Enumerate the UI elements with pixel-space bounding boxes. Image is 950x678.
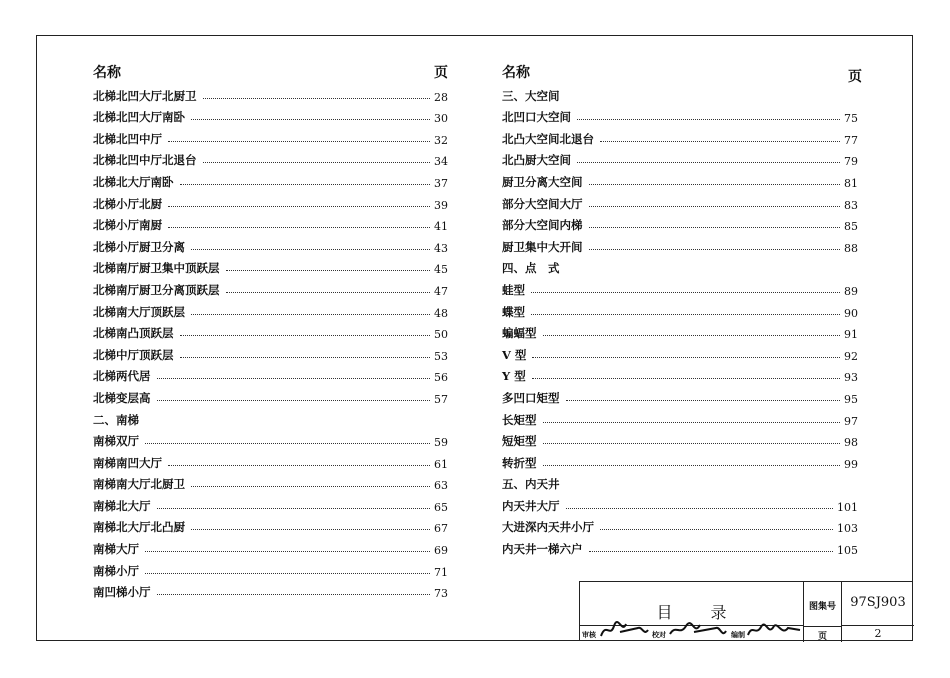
toc-entry [93, 147, 448, 169]
toc-entry-name: 北梯南凸顶跃层 [93, 326, 174, 341]
dot-leader [543, 443, 841, 444]
atlas-label: 图集号 [808, 602, 836, 612]
toc-entry-name: 部分大空间内梯 [502, 218, 583, 233]
toc-entry-name: 蝶型 [502, 304, 525, 319]
toc-entry-name: 厨卫集中大开间 [502, 239, 583, 254]
toc-entry [502, 125, 858, 147]
toc-entry-name: 大进深内天井小厅 [502, 520, 594, 535]
toc-entry-page: 57 [434, 392, 448, 406]
toc-entry-page: 59 [434, 436, 448, 450]
toc-entry [502, 384, 858, 406]
check-label: 校对 [652, 630, 666, 639]
toc-entry-page: 79 [844, 155, 858, 169]
toc-entry [93, 233, 448, 255]
toc-entry-page: 77 [844, 133, 858, 147]
atlas-label-cell [804, 582, 842, 626]
toc-entry [93, 363, 448, 385]
toc-entry [93, 104, 448, 126]
toc-entry [93, 298, 448, 320]
toc-entry-page: 91 [844, 328, 858, 342]
toc-column-left [93, 60, 448, 600]
dot-leader [157, 508, 431, 509]
dot-leader [157, 378, 431, 379]
toc-entry-name: 长矩型 [502, 412, 537, 427]
toc-entry-name: Y 型 [502, 369, 526, 384]
toc-entry [502, 320, 858, 342]
toc-entry-page: 30 [434, 112, 448, 126]
toc-entry-name: 南梯南大厅北厨卫 [93, 477, 185, 492]
toc-entry-name: 蛙型 [502, 282, 525, 297]
review-signature [598, 616, 650, 642]
toc-entry-name: 短矩型 [502, 434, 537, 449]
dot-leader [589, 249, 841, 250]
toc-entry-name: 北梯北凹中厅 [93, 131, 162, 146]
dot-leader [600, 529, 833, 530]
dot-leader [577, 162, 840, 163]
toc-entry-name: 南梯小厅 [93, 563, 139, 578]
page-no-cell [842, 626, 914, 642]
toc-entry-name: 内天井一梯六户 [502, 542, 583, 557]
dot-leader [531, 292, 840, 293]
toc-entry-name: V 型 [502, 347, 527, 362]
check-signature [668, 616, 728, 642]
toc-entry-name: 南梯大厅 [93, 542, 139, 557]
toc-entry [93, 255, 448, 277]
toc-entry [502, 104, 858, 126]
toc-entry-name: 南梯北大厅 [93, 498, 151, 513]
dot-leader [566, 400, 841, 401]
toc-section-heading [93, 406, 448, 428]
dot-leader [180, 357, 431, 358]
toc-entry [502, 514, 858, 536]
dot-leader [577, 119, 840, 120]
toc-entry-name: 北梯北凹大厅北厨卫 [93, 88, 197, 103]
toc-entry-page: 99 [844, 457, 858, 471]
toc-entry [93, 471, 448, 493]
sheet-title: 目录 [656, 603, 765, 622]
toc-entry [93, 384, 448, 406]
atlas-number: 97SJ903 [850, 595, 906, 610]
dot-leader [543, 422, 841, 423]
dot-leader [566, 508, 834, 509]
name-header: 名称 [93, 65, 121, 81]
toc-entry-name: 北凸大空间北退台 [502, 131, 594, 146]
toc-entry-name: 南梯北大厅北凸厨 [93, 520, 185, 535]
dot-leader [191, 529, 430, 530]
toc-entry-page: 73 [434, 587, 448, 601]
dot-leader [532, 378, 840, 379]
dot-leader [531, 314, 840, 315]
toc-entry [502, 535, 858, 557]
toc-entry-name: 北梯两代居 [93, 369, 151, 384]
toc-entry [502, 449, 858, 471]
dot-leader [191, 249, 430, 250]
page-label-cell [804, 626, 842, 642]
dot-leader [543, 465, 841, 466]
dot-leader [589, 227, 841, 228]
toc-entry-name: 四、点 式 [502, 261, 560, 276]
toc-entry-page: 34 [434, 155, 448, 169]
toc-entry [502, 341, 858, 363]
toc-column-right [502, 60, 862, 558]
name-header: 名称 [502, 65, 530, 81]
toc-entry-name: 南梯南凹大厅 [93, 455, 162, 470]
toc-section-heading [502, 471, 858, 493]
toc-entry-name: 北凸厨大空间 [502, 153, 571, 168]
toc-entry-name: 厨卫分离大空间 [502, 174, 583, 189]
toc-entry-page: 69 [434, 544, 448, 558]
toc-entry [502, 428, 858, 450]
toc-entry-name: 北凹口大空间 [502, 110, 571, 125]
toc-entry [93, 579, 448, 601]
toc-entry [93, 492, 448, 514]
page-header: 页 [434, 65, 448, 81]
toc-entry-page: 28 [434, 90, 448, 104]
dot-leader [600, 141, 840, 142]
toc-entry-page: 81 [844, 176, 858, 190]
toc-entry-page: 39 [434, 198, 448, 212]
toc-entry [93, 514, 448, 536]
toc-entry-page: 45 [434, 263, 448, 277]
toc-entry [93, 82, 448, 104]
toc-section-heading [502, 255, 858, 277]
dot-leader [532, 357, 840, 358]
toc-entry [502, 492, 858, 514]
atlas-no-cell [842, 582, 914, 626]
toc-entry [93, 449, 448, 471]
dot-leader [157, 594, 431, 595]
toc-entry [93, 276, 448, 298]
toc-entry [93, 190, 448, 212]
toc-entry-name: 北梯南厅厨卫分离顶跃层 [93, 282, 220, 297]
dot-leader [145, 551, 430, 552]
toc-entry-page: 67 [434, 522, 448, 536]
toc-entry-name: 转折型 [502, 455, 537, 470]
dot-leader [180, 184, 431, 185]
toc-entry-page: 75 [844, 112, 858, 126]
toc-entry-name: 内天井大厅 [502, 498, 560, 513]
toc-entry-page: 37 [434, 176, 448, 190]
dot-leader [145, 443, 430, 444]
dot-leader [191, 486, 430, 487]
toc-entry-page: 53 [434, 349, 448, 363]
toc-entry [502, 147, 858, 169]
toc-entry [93, 535, 448, 557]
toc-entry-page: 71 [434, 565, 448, 579]
toc-entry-name: 北梯小厅厨卫分离 [93, 239, 185, 254]
dot-leader [543, 335, 841, 336]
toc-entry [93, 212, 448, 234]
signature-row [580, 626, 804, 642]
toc-entry-name: 南梯双厅 [93, 434, 139, 449]
toc-entry-name: 蝙蝠型 [502, 326, 537, 341]
dot-leader [589, 206, 841, 207]
toc-entry-page: 65 [434, 500, 448, 514]
toc-entry [93, 320, 448, 342]
toc-entry-name: 北梯变层高 [93, 390, 151, 405]
page-label: 页 [817, 632, 827, 642]
toc-entry-name: 北梯小厅南厨 [93, 218, 162, 233]
dot-leader [168, 141, 430, 142]
toc-entry-name: 多凹口矩型 [502, 390, 560, 405]
toc-section-heading [502, 82, 858, 104]
toc-entry-page: 93 [844, 371, 858, 385]
toc-entry [93, 557, 448, 579]
toc-entry-name: 五、内天井 [502, 477, 560, 492]
toc-entry-name: 部分大空间大厅 [502, 196, 583, 211]
toc-entry-page: 88 [844, 241, 858, 255]
toc-entry-page: 41 [434, 220, 448, 234]
dot-leader [168, 227, 430, 228]
toc-entry-page: 98 [844, 436, 858, 450]
toc-entry-name: 南凹梯小厅 [93, 585, 151, 600]
dot-leader [191, 314, 430, 315]
toc-entry-page: 83 [844, 198, 858, 212]
toc-entry-name: 北梯北凹大厅南卧 [93, 110, 185, 125]
toc-entry-page: 101 [837, 500, 858, 514]
dot-leader [226, 292, 431, 293]
toc-entry-page: 95 [844, 392, 858, 406]
toc-entry [93, 428, 448, 450]
toc-entry [502, 168, 858, 190]
dot-leader [203, 98, 431, 99]
toc-entry-page: 47 [434, 284, 448, 298]
dot-leader [168, 206, 430, 207]
toc-entry-page: 103 [837, 522, 858, 536]
toc-entry [502, 276, 858, 298]
toc-entry-page: 43 [434, 241, 448, 255]
page-number: 2 [874, 627, 882, 640]
toc-entry-name: 二、南梯 [93, 412, 139, 427]
toc-entry-name: 北梯南大厅顶跃层 [93, 304, 185, 319]
toc-entry-page: 32 [434, 133, 448, 147]
toc-entry [93, 125, 448, 147]
dot-leader [191, 119, 430, 120]
toc-entry-page: 50 [434, 328, 448, 342]
dot-leader [157, 400, 431, 401]
title-block [579, 581, 913, 641]
toc-entry-page: 63 [434, 479, 448, 493]
toc-entry [502, 298, 858, 320]
draw-signature [746, 616, 802, 642]
toc-header-left [93, 60, 448, 82]
toc-entry [93, 341, 448, 363]
dot-leader [168, 465, 430, 466]
dot-leader [180, 335, 431, 336]
toc-entry-name: 北梯小厅北厨 [93, 196, 162, 211]
toc-entry-page: 56 [434, 371, 448, 385]
dot-leader [226, 270, 431, 271]
dot-leader [589, 184, 841, 185]
draw-label: 编制 [731, 630, 745, 639]
toc-entry-name: 北梯北凹中厅北退台 [93, 153, 197, 168]
toc-entry-page: 92 [844, 349, 858, 363]
toc-entry [502, 406, 858, 428]
toc-entry [502, 190, 858, 212]
toc-entry [93, 168, 448, 190]
toc-header-right [502, 60, 862, 85]
toc-entry-page: 105 [837, 544, 858, 558]
dot-leader [145, 573, 430, 574]
toc-entry-page: 48 [434, 306, 448, 320]
toc-entry [502, 212, 858, 234]
toc-entry [502, 363, 858, 385]
toc-entry-page: 97 [844, 414, 858, 428]
page-header: 页 [848, 69, 862, 85]
toc-entry-page: 89 [844, 284, 858, 298]
toc-entry-page: 90 [844, 306, 858, 320]
review-label: 审核 [582, 630, 596, 639]
toc-entry-name: 北梯北大厅南卧 [93, 174, 174, 189]
toc-entry-name: 三、大空间 [502, 88, 560, 103]
dot-leader [203, 162, 431, 163]
toc-entry-page: 85 [844, 220, 858, 234]
dot-leader [589, 551, 834, 552]
toc-entry-name: 北梯南厅厨卫集中顶跃层 [93, 261, 220, 276]
toc-entry [502, 233, 858, 255]
toc-entry-page: 61 [434, 457, 448, 471]
toc-entry-name: 北梯中厅顶跃层 [93, 347, 174, 362]
